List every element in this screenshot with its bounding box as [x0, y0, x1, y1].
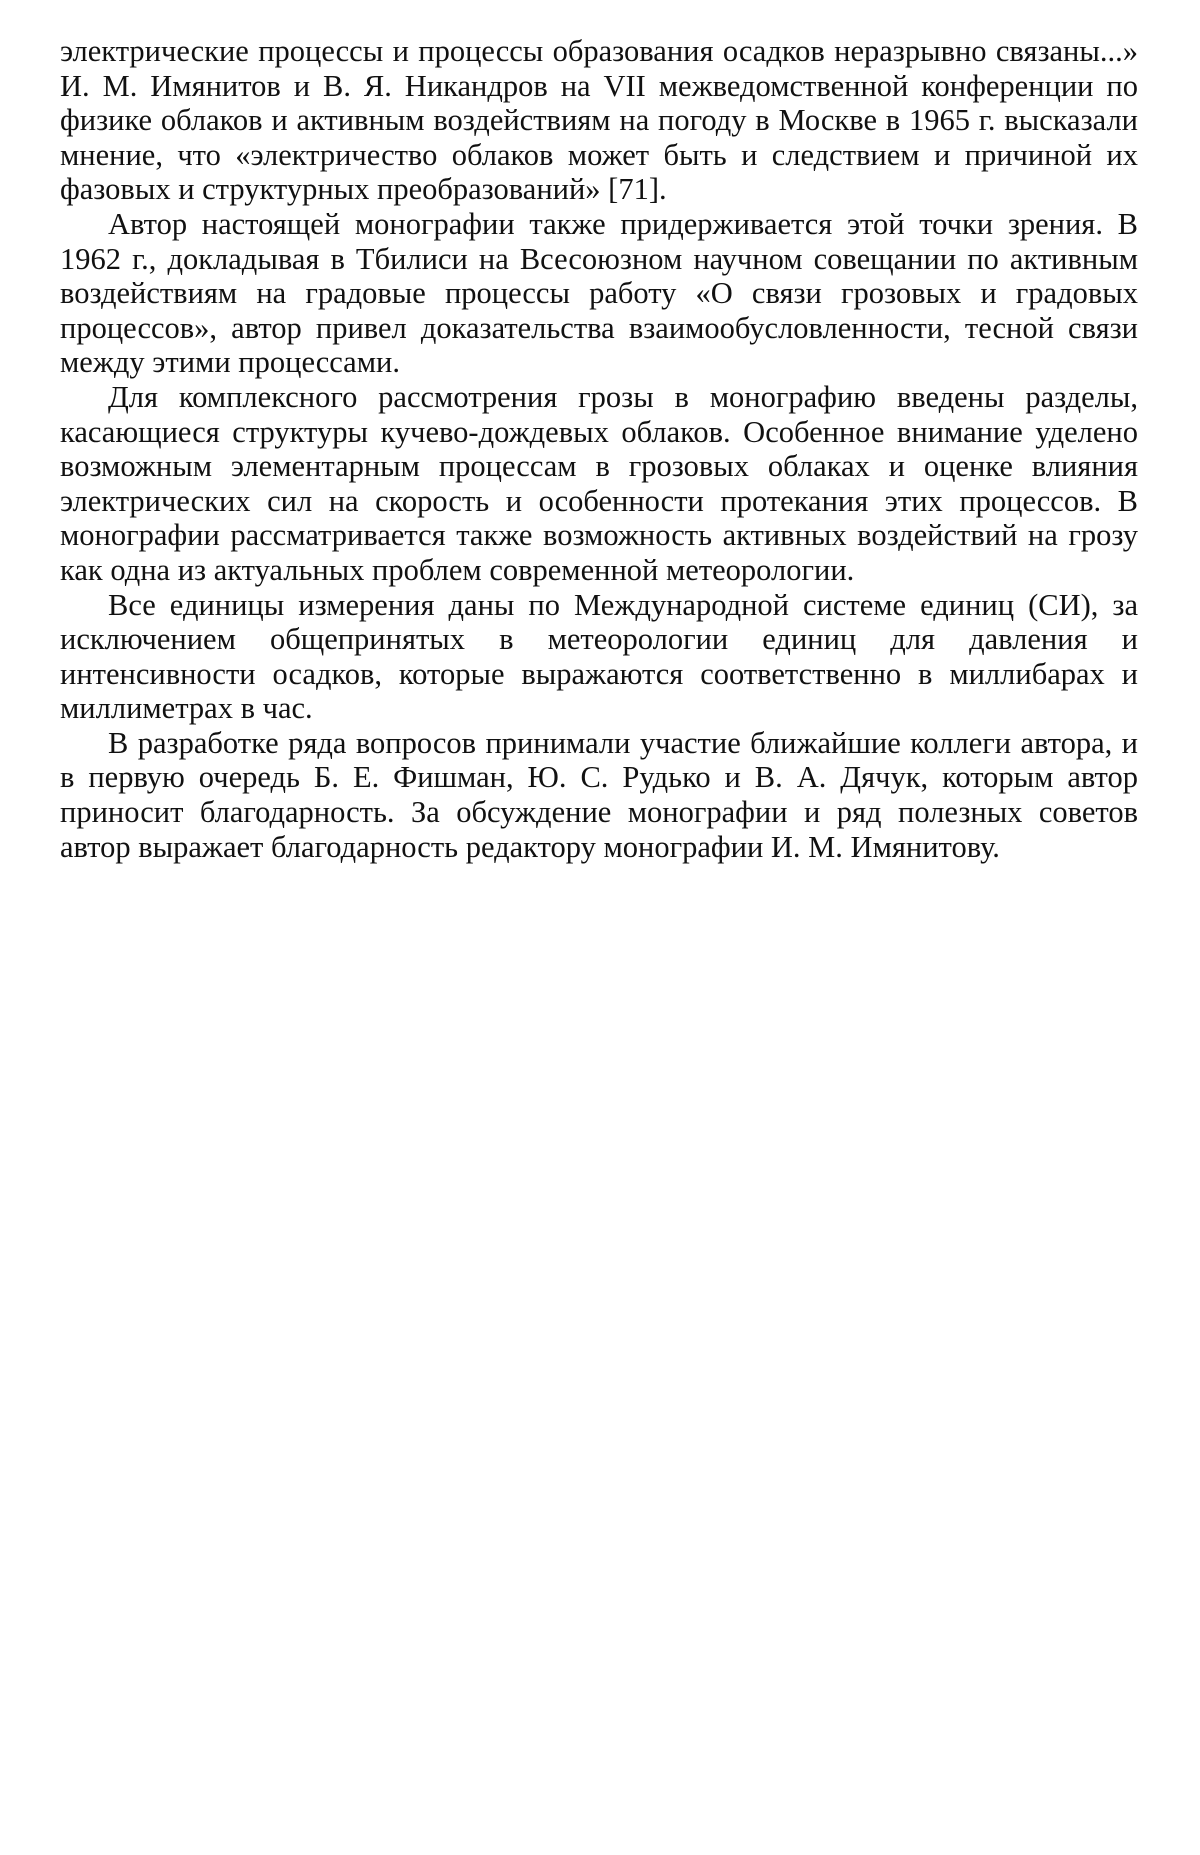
paragraph-continuation: электрические процессы и процессы образования осадков неразрывно связаны...» И. М. Имянитов и В. Я. Никандров на VII межведомственной конференции по физике облаков и активным воздействиям на погоду в Москве в 1965 г. высказали мнение, что «электричество облаков может быть и следствием и причиной их фазовых и структурных преобразований» [71].	[60, 34, 1138, 207]
paragraph-author-view: Автор настоящей монографии также придерживается этой точки зрения. В 1962 г., докладывая в Тбилиси на Всесоюзном научном совещании по активным воздействиям на градовые процессы работу «О связи грозовых и градовых процессов», автор привел доказательства взаимообусловленности, тесной связи между этими процессами.	[60, 206, 1138, 380]
paragraph-acknowledgements: В разработке ряда вопросов принимали участие ближайшие коллеги автора, и в первую очередь Б. Е. Фишман, Ю. С. Рудько и В. А. Дячук, которым автор приносит благодарность. За обсуждение монографии и ряд полезных советов автор выражает благодарность редактору монографии И. М. Имянитову.	[60, 725, 1138, 864]
paragraph-monograph-scope: Для комплексного рассмотрения грозы в монографию введены разделы, касающиеся структуры кучево-дождевых облаков. Особенное внимание уделено возможным элементарным процессам в грозовых облаках и оценке влияния электрических сил на скорость и особенности протекания этих процессов. В монографии рассматривается также возможность активных воздействий на грозу как одна из актуальных проблем современной метеорологии.	[60, 379, 1138, 587]
paragraph-units: Все единицы измерения даны по Международной системе единиц (СИ), за исключением общепринятых в метеорологии единиц для давления и интенсивности осадков, которые выражаются соответственно в миллибарах и миллиметрах в час.	[60, 587, 1138, 726]
document-page	[60, 34, 1138, 864]
